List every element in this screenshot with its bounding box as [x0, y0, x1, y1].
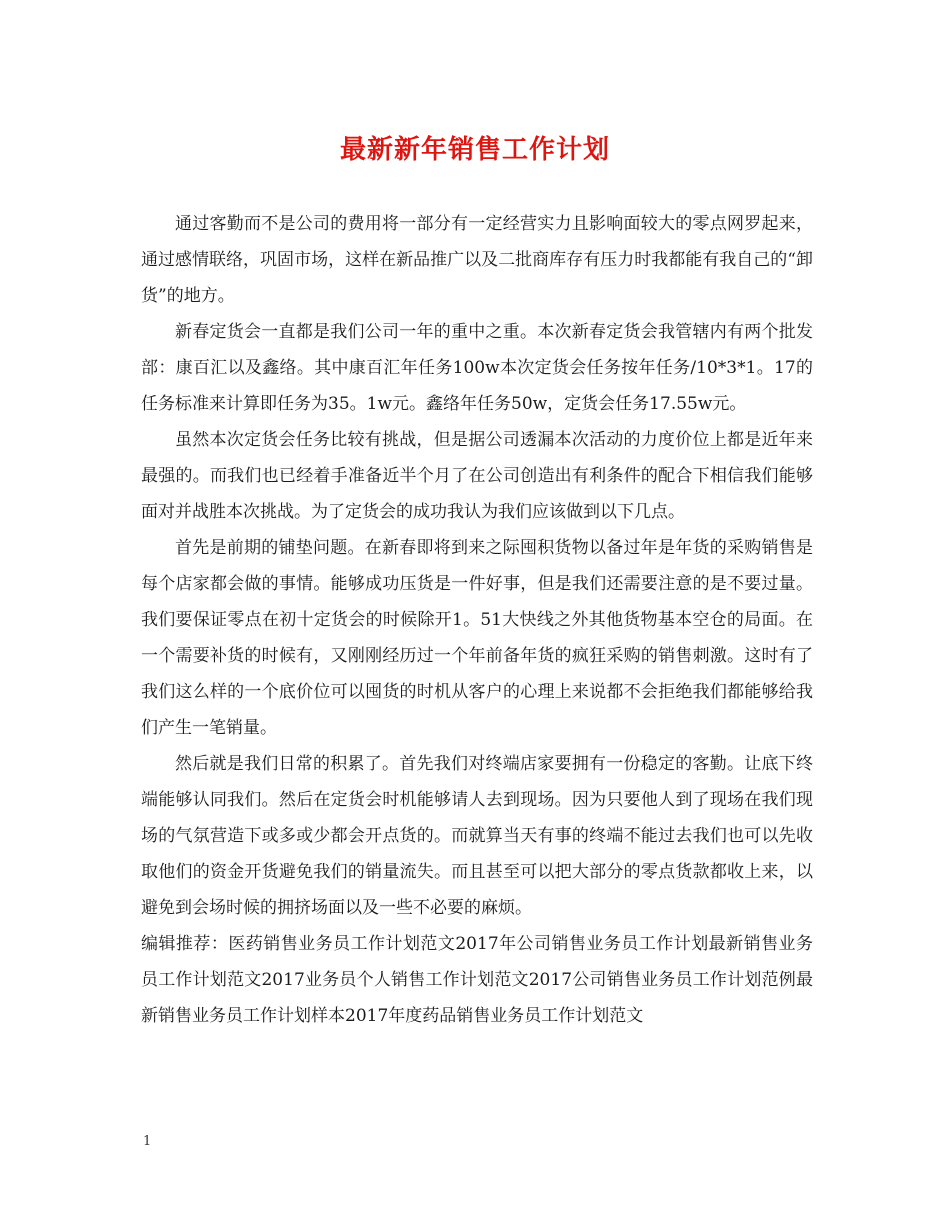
editor-recommendation: 编辑推荐：医药销售业务员工作计划范文2017年公司销售业务员工作计划最新销售业务员工作计划范文2017业务员个人销售工作计划范文2017公司销售业务员工作计划范例最新销售业务员工作计划样本2017年度药品销售业务员工作计划范文 [141, 934, 813, 1026]
paragraph: 虽然本次定货会任务比较有挑战，但是据公司透漏本次活动的力度价位上都是近年来最强的。而我们也已经着手准备近半个月了在公司创造出有利条件的配合下相信我们能够面对并战胜本次挑战。为了定货会的成功我认为我们应该做到以下几点。 [141, 430, 813, 522]
document-title: 最新新年销售工作计划 [339, 135, 610, 165]
paragraph: 首先是前期的铺垫问题。在新春即将到来之际囤积货物以备过年是年货的采购销售是每个店家都会做的事情。能够成功压货是一件好事，但是我们还需要注意的是不要过量。我们要保证零点在初十定货会的时候除开1。51大快线之外其他货物基本空仓的局面。在一个需要补货的时候有，又刚刚经历过一个年前备年货的疯狂采购的销售刺激。这时有了我们这么样的一个底价位可以囤货的时机从客户的心理上来说都不会拒绝我们都能够给我们产生一笔销量。 [141, 538, 813, 738]
paragraph: 通过客勤而不是公司的费用将一部分有一定经营实力且影响面较大的零点网罗起来，通过感情联络，巩固市场，这样在新品推广以及二批商库存有压力时我都能有我自己的“卸货”的地方。 [141, 214, 813, 306]
page-number: 1 [143, 1134, 152, 1149]
document-body [141, 206, 813, 1034]
paragraph: 新春定货会一直都是我们公司一年的重中之重。本次新春定货会我管辖内有两个批发部：康百汇以及鑫络。其中康百汇年任务100w本次定货会任务按年任务/10*3*1。17的任务标准来计算即任务为35。1w元。鑫络年任务50w，定货会任务17.55w元。 [141, 322, 813, 414]
paragraph: 然后就是我们日常的积累了。首先我们对终端店家要拥有一份稳定的客勤。让底下终端能够认同我们。然后在定货会时机能够请人去到现场。因为只要他人到了现场在我们现场的气氛营造下或多或少都会开点货的。而就算当天有事的终端不能过去我们也可以先收取他们的资金开货避免我们的销量流失。而且甚至可以把大部分的零点货款都收上来，以避免到会场时候的拥挤场面以及一些不必要的麻烦。 [141, 754, 813, 918]
